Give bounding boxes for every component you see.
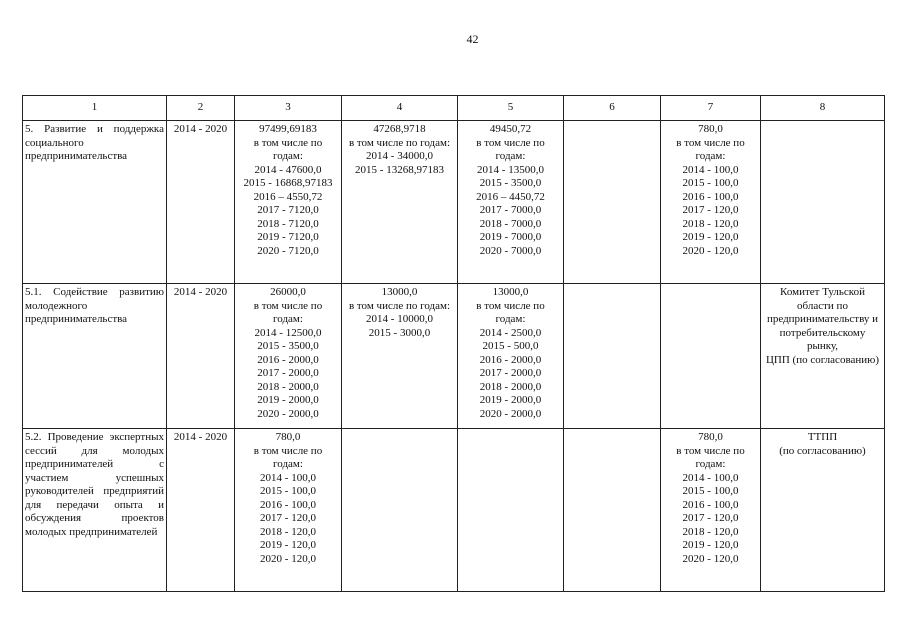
- col4-cell: [342, 429, 458, 592]
- col8-cell: [761, 121, 885, 284]
- cell-line: 2015 - 100,0: [682, 177, 739, 189]
- cell-line: в том числе по: [676, 136, 745, 149]
- col4-cell: [342, 284, 458, 429]
- table-row: [23, 121, 885, 284]
- cell-line: 2014 - 47600,0: [254, 163, 322, 176]
- cell-line: 2016 – 4550,72: [253, 190, 323, 203]
- col8-cell: [761, 284, 885, 429]
- col8-cell: [761, 429, 885, 592]
- cell-line: 780,0: [698, 431, 723, 443]
- col4-cell: [342, 121, 458, 284]
- cell-line: 2018 - 7120,0: [257, 217, 319, 230]
- cell-line: 13000,0: [492, 286, 529, 298]
- cell-line: предпринимательству и: [766, 313, 879, 325]
- cell-line: 2018 - 120,0: [682, 525, 739, 538]
- cell-line: 2014 - 100,0: [260, 471, 316, 484]
- cell-line: 2016 - 100,0: [260, 498, 316, 511]
- table-body: [23, 121, 885, 592]
- cell-line: 2014 - 100,0: [682, 163, 739, 176]
- cell-line: годам:: [495, 150, 526, 162]
- column-header: 1: [23, 96, 167, 121]
- cell-line: 2015 - 100,0: [260, 485, 316, 497]
- cell-line: 2020 - 7120,0: [257, 244, 319, 257]
- cell-line: 2016 - 100,0: [682, 498, 739, 511]
- cell-line: 2019 - 120,0: [682, 231, 739, 243]
- cell-line: 2015 - 3000,0: [368, 326, 431, 339]
- activity-name-cell: 5.2. Проведение экспертных сессий для молодых предпринимателей с участием успешных руководителей предприятий для передачи опыта и обсуждения проектов молодых предпринимателей: [23, 429, 167, 592]
- cell-line: ТТПП: [807, 431, 838, 443]
- cell-line: 97499,69183: [259, 123, 317, 135]
- cell-line: 2014 - 34000,0: [366, 150, 433, 162]
- cell-line: в том числе по: [253, 444, 323, 457]
- col3-cell: [235, 284, 342, 429]
- program-table: [22, 95, 885, 592]
- cell-line: 2020 - 2000,0: [257, 407, 319, 420]
- cell-line: 2015 - 3500,0: [479, 177, 542, 189]
- cell-line: 2020 - 120,0: [260, 552, 316, 565]
- column-header: 5: [458, 96, 564, 121]
- cell-line: области по: [797, 299, 848, 312]
- cell-line: 2018 - 2000,0: [479, 380, 542, 393]
- cell-line: в том числе по: [476, 299, 545, 312]
- col5-cell: [458, 121, 564, 284]
- cell-line: 2015 - 3500,0: [257, 340, 319, 352]
- cell-line: 2016 - 2000,0: [257, 353, 319, 366]
- cell-line: 2018 - 7000,0: [479, 217, 542, 230]
- cell-line: ЦПП (по согласованию): [765, 353, 880, 366]
- cell-line: 2019 - 7120,0: [257, 231, 319, 243]
- cell-line: 47268,9718: [373, 123, 426, 135]
- cell-line: (по согласованию): [779, 444, 866, 457]
- col3-cell: [235, 429, 342, 592]
- cell-line: Комитет Тульской: [780, 286, 865, 298]
- period-cell: 2014 - 2020: [167, 121, 235, 284]
- col6-cell: [564, 284, 661, 429]
- cell-line: 2015 - 13268,97183: [355, 163, 444, 176]
- col7-cell: [661, 121, 761, 284]
- cell-line: 780,0: [698, 123, 723, 135]
- cell-line: 2019 - 7000,0: [479, 231, 542, 243]
- activity-name-cell: 5.1. Содействие развитию молодежного предпринимательства: [23, 284, 167, 429]
- cell-line: рынку,: [806, 340, 839, 352]
- cell-line: 2017 - 2000,0: [479, 367, 542, 379]
- col6-cell: [564, 429, 661, 592]
- cell-line: в том числе по: [253, 299, 323, 312]
- column-header: 2: [167, 96, 235, 121]
- column-header: 4: [342, 96, 458, 121]
- col7-cell: [661, 284, 761, 429]
- cell-line: в том числе по: [253, 136, 323, 149]
- col3-cell: [235, 121, 342, 284]
- cell-line: 2017 - 7120,0: [257, 204, 319, 216]
- cell-line: 2014 - 13500,0: [477, 163, 544, 176]
- cell-line: 2014 - 12500,0: [254, 326, 322, 339]
- cell-line: 2020 - 7000,0: [479, 244, 542, 257]
- column-header: 7: [661, 96, 761, 121]
- cell-line: 2017 - 120,0: [260, 512, 316, 524]
- cell-line: 2017 - 120,0: [682, 204, 739, 216]
- cell-line: 2019 - 120,0: [682, 539, 739, 551]
- cell-line: 2019 - 120,0: [260, 539, 316, 551]
- cell-line: 2016 – 4450,72: [476, 190, 545, 203]
- cell-line: 2020 - 120,0: [682, 552, 739, 565]
- cell-line: 2016 - 2000,0: [479, 353, 542, 366]
- period-cell: 2014 - 2020: [167, 429, 235, 592]
- period-cell: 2014 - 2020: [167, 284, 235, 429]
- cell-line: 2017 - 120,0: [682, 512, 739, 524]
- cell-line: 2018 - 2000,0: [257, 380, 319, 393]
- col6-cell: [564, 121, 661, 284]
- cell-line: 2020 - 2000,0: [479, 407, 542, 420]
- cell-line: 2019 - 2000,0: [479, 394, 542, 406]
- cell-line: 2015 - 16868,97183: [243, 177, 333, 189]
- cell-line: 13000,0: [381, 286, 418, 298]
- cell-line: годам:: [695, 150, 726, 162]
- table-row: [23, 429, 885, 592]
- cell-line: потребительскому: [779, 326, 866, 339]
- cell-line: 2014 - 100,0: [682, 471, 739, 484]
- cell-line: 2018 - 120,0: [260, 525, 316, 538]
- cell-line: 49450,72: [489, 123, 532, 135]
- cell-line: 2014 - 10000,0: [366, 313, 433, 325]
- cell-line: в том числе по: [676, 444, 745, 457]
- cell-line: годам:: [695, 458, 726, 470]
- cell-line: в том числе по: [476, 136, 545, 149]
- cell-line: в том числе по годам:: [348, 136, 451, 149]
- activity-name-cell: 5. Развитие и поддержка социального предпринимательства: [23, 121, 167, 284]
- cell-line: 2015 - 500,0: [482, 340, 539, 352]
- col7-cell: [661, 429, 761, 592]
- cell-line: 2017 - 7000,0: [479, 204, 542, 216]
- column-header: 3: [235, 96, 342, 121]
- cell-line: 2014 - 2500,0: [479, 326, 542, 339]
- col5-cell: [458, 284, 564, 429]
- cell-line: годам:: [273, 313, 303, 325]
- cell-line: 26000,0: [270, 286, 306, 298]
- column-header: 8: [761, 96, 885, 121]
- table-row: [23, 284, 885, 429]
- cell-line: годам:: [495, 313, 526, 325]
- col5-cell: [458, 429, 564, 592]
- cell-line: годам:: [273, 458, 303, 470]
- cell-line: годам:: [273, 150, 303, 162]
- page-number: 42: [466, 32, 479, 46]
- cell-line: 2015 - 100,0: [682, 485, 739, 497]
- cell-line: 2017 - 2000,0: [257, 367, 319, 379]
- cell-line: 2018 - 120,0: [682, 217, 739, 230]
- cell-line: 2020 - 120,0: [682, 244, 739, 257]
- cell-line: 780,0: [275, 431, 301, 443]
- column-header: 6: [564, 96, 661, 121]
- cell-line: 2016 - 100,0: [682, 190, 739, 203]
- cell-line: 2019 - 2000,0: [257, 394, 319, 406]
- table-header-row: [23, 96, 885, 121]
- cell-line: в том числе по годам:: [348, 299, 451, 312]
